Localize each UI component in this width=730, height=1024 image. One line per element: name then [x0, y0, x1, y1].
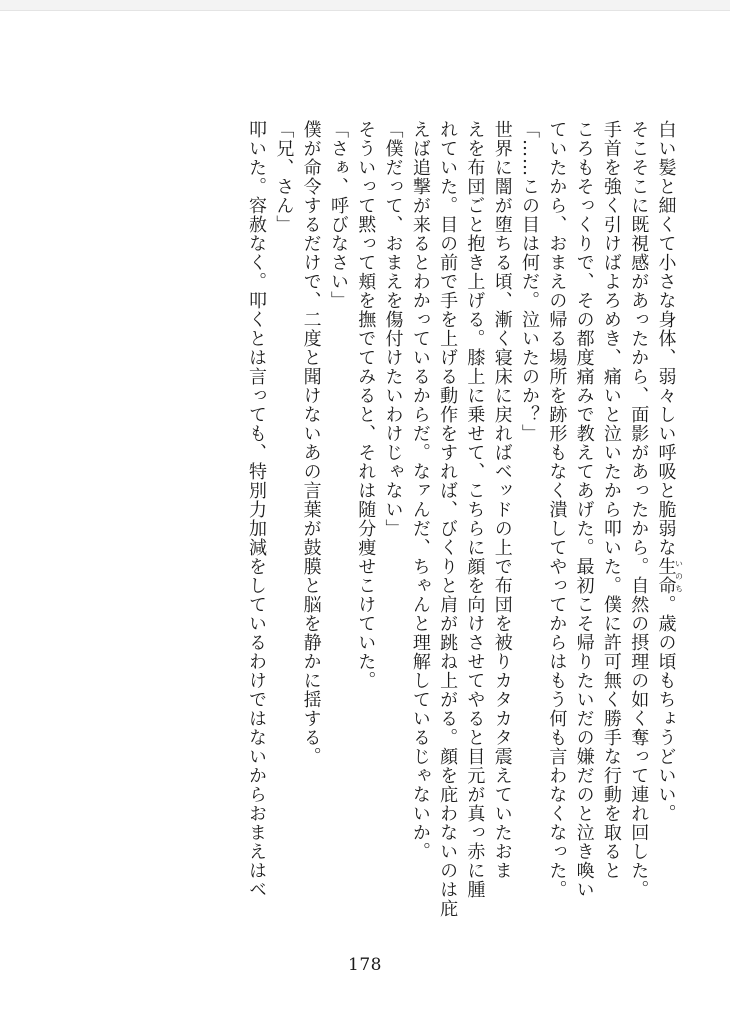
dialogue-line-11: 「僕だって、おまえを傷付けたいわけじゃない」 — [382, 120, 404, 538]
text-line-7: 世界に闇が堕ちる頃、漸く寝床に戻ればベッドの上で布団を被りカタカタ震えていたおま — [491, 120, 513, 880]
text-line-8: えを布団ごと抱き上げる。膝上に乗せて、こちらに顔を向けさせてやると目元が真っ赤に腫 — [464, 120, 486, 899]
text-line-10: えば追撃が来るとわかっているからだ。なァんだ、ちゃんと理解しているじゃないか。 — [409, 120, 431, 861]
dialogue-line-15: 「兄、さん」 — [273, 120, 295, 234]
top-edge-bar — [0, 0, 730, 11]
text-line-1: 白い髪と細くて小さな身体、弱々しい呼吸と脆弱な生命いのち。歳の頃もちょうどいい。 — [655, 120, 684, 823]
text-line-3: 手首を強く引けばよろめき、痛いと泣いたから叩いた。僕に許可無く勝手な行動を取ると — [600, 120, 622, 880]
text-line-4: ころもそっくりで、その都度痛みで教えてあげた。最初こそ帰りたいだの嫌だのと泣き喚い — [573, 120, 595, 899]
page-number: 178 — [348, 955, 382, 975]
dialogue-line-13: 「さぁ、呼びなさい」 — [327, 120, 349, 310]
ruby-word: 生命いのち — [655, 557, 684, 595]
text-line-2: そこそこに既視感があったから、面影があったから。自然の摂理の如く奪って連れ回した。 — [628, 120, 650, 899]
text-line-12: そういって黙って頬を撫でてみると、それは随分痩せこけていた。 — [355, 120, 377, 690]
vertical-text-body — [243, 120, 683, 950]
dialogue-line-6: 「……この目は何だ。泣いたのか？」 — [519, 120, 541, 443]
text-line-5: ていたから、おまえの帰る場所を跡形もなく潰してやってからはもう何も言わなくなった。 — [546, 120, 568, 899]
ruby-reading: いのち — [674, 557, 684, 595]
text-line-9: れていた。目の前で手を上げる動作をすれば、びくりと肩が跳ね上がる。顔を庇わないのは庇 — [437, 120, 459, 918]
text-line-14: 僕が命令するだけで、二度と聞けないあの言葉が鼓膜と脳を静かに揺する。 — [300, 120, 322, 766]
text-line-16: 叩いた。容赦なく。叩くとは言っても、特別力加減をしているわけではないからおまえはベ — [246, 120, 268, 899]
